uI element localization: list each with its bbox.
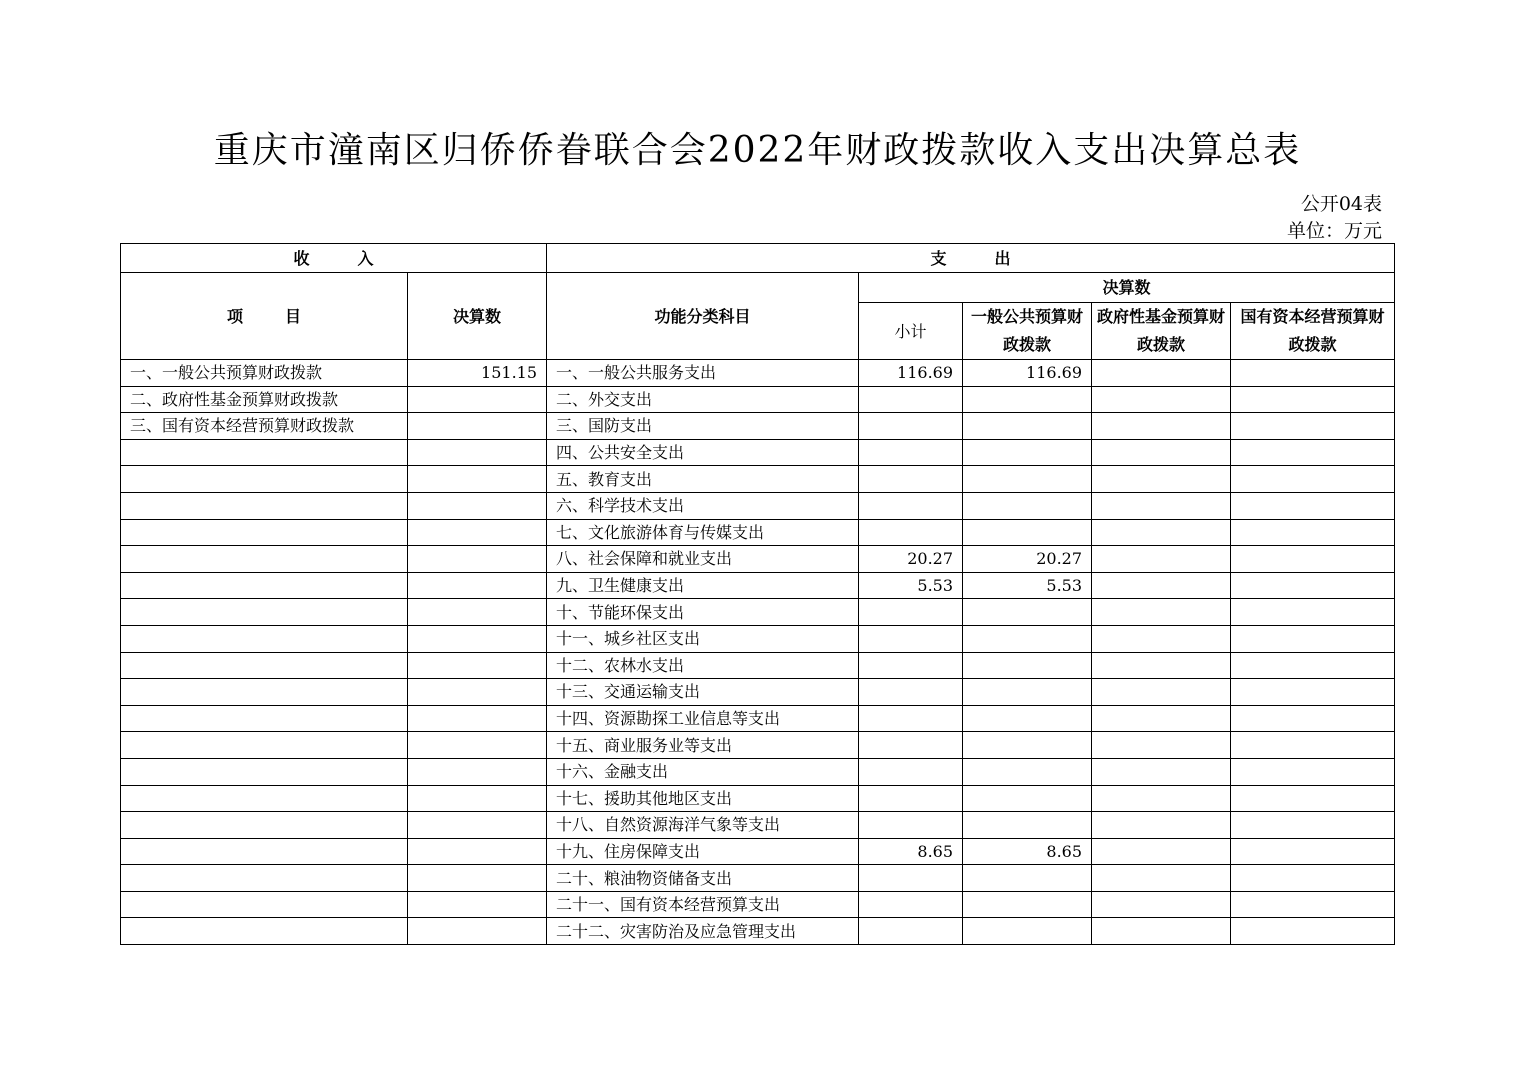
general-budget-cell <box>963 652 1092 679</box>
income-item-cell <box>121 918 408 945</box>
general-budget-cell <box>963 492 1092 519</box>
state-capital-cell <box>1231 546 1395 573</box>
general-budget-cell: 8.65 <box>963 838 1092 865</box>
subtotal-cell <box>859 732 963 759</box>
table-row <box>121 572 1395 599</box>
income-item-cell <box>121 519 408 546</box>
subtotal-cell <box>859 599 963 626</box>
table-row <box>121 812 1395 839</box>
income-item-cell: 一、一般公共预算财政拨款 <box>121 360 408 387</box>
income-amount-cell <box>408 519 547 546</box>
table-body <box>121 360 1395 945</box>
gov-fund-cell <box>1092 386 1231 413</box>
state-capital-cell <box>1231 732 1395 759</box>
subtotal-cell <box>859 812 963 839</box>
expense-item-cell: 七、文化旅游体育与传媒支出 <box>547 519 859 546</box>
expense-item-cell: 十四、资源勘探工业信息等支出 <box>547 705 859 732</box>
expense-item-cell: 十二、农林水支出 <box>547 652 859 679</box>
income-item-cell <box>121 785 408 812</box>
general-budget-cell <box>963 439 1092 466</box>
income-amount-cell <box>408 466 547 493</box>
expense-item-cell: 六、科学技术支出 <box>547 492 859 519</box>
income-amount-cell <box>408 599 547 626</box>
expense-item-cell: 十九、住房保障支出 <box>547 838 859 865</box>
income-item-cell <box>121 439 408 466</box>
general-budget-cell <box>963 599 1092 626</box>
state-capital-cell <box>1231 652 1395 679</box>
income-item-cell: 二、政府性基金预算财政拨款 <box>121 386 408 413</box>
general-budget-cell <box>963 413 1092 440</box>
income-amount-cell <box>408 492 547 519</box>
gov-fund-cell <box>1092 705 1231 732</box>
subtotal-cell <box>859 492 963 519</box>
state-capital-cell <box>1231 812 1395 839</box>
gov-fund-cell <box>1092 891 1231 918</box>
gov-fund-cell <box>1092 918 1231 945</box>
unit-label: 单位：万元 <box>1286 220 1382 242</box>
table-row <box>121 705 1395 732</box>
state-capital-cell <box>1231 625 1395 652</box>
general-budget-cell <box>963 732 1092 759</box>
page-title: 重庆市潼南区归侨侨眷联合会2022年财政拨款收入支出决算总表 <box>213 130 1302 171</box>
income-item-cell <box>121 492 408 519</box>
budget-summary-table <box>120 243 1395 945</box>
subtotal-cell <box>859 625 963 652</box>
income-amount-cell <box>408 413 547 440</box>
income-item-cell <box>121 599 408 626</box>
subtotal-cell: 5.53 <box>859 572 963 599</box>
subtotal-cell: 116.69 <box>859 360 963 387</box>
table-row <box>121 865 1395 892</box>
expense-item-cell: 十六、金融支出 <box>547 758 859 785</box>
general-budget-cell <box>963 625 1092 652</box>
income-amount-cell <box>408 572 547 599</box>
form-number: 公开04表 <box>1300 193 1382 215</box>
general-budget-cell <box>963 519 1092 546</box>
subtotal-cell <box>859 679 963 706</box>
income-header: 收入 <box>121 244 547 273</box>
gov-fund-cell <box>1092 785 1231 812</box>
general-budget-cell <box>963 386 1092 413</box>
state-capital-cell <box>1231 599 1395 626</box>
table-row <box>121 386 1395 413</box>
general-budget-cell <box>963 679 1092 706</box>
income-amount-cell <box>408 865 547 892</box>
income-item-cell: 三、国有资本经营预算财政拨款 <box>121 413 408 440</box>
general-budget-header: 一般公共预算财政拨款 <box>963 303 1092 360</box>
gov-fund-cell <box>1092 838 1231 865</box>
general-budget-cell: 116.69 <box>963 360 1092 387</box>
income-amount-cell <box>408 732 547 759</box>
income-amount-cell <box>408 546 547 573</box>
gov-fund-cell <box>1092 519 1231 546</box>
expense-item-cell: 十七、援助其他地区支出 <box>547 785 859 812</box>
expense-item-cell: 四、公共安全支出 <box>547 439 859 466</box>
income-item-cell <box>121 652 408 679</box>
table-row <box>121 918 1395 945</box>
table-row <box>121 546 1395 573</box>
state-capital-cell <box>1231 918 1395 945</box>
table-row <box>121 360 1395 387</box>
subtotal-cell <box>859 785 963 812</box>
income-item-cell <box>121 466 408 493</box>
state-capital-cell <box>1231 865 1395 892</box>
general-budget-cell <box>963 812 1092 839</box>
income-amount-cell <box>408 652 547 679</box>
income-amount-cell <box>408 439 547 466</box>
general-budget-cell <box>963 918 1092 945</box>
expense-final-amount-header: 决算数 <box>859 273 1395 303</box>
gov-fund-cell <box>1092 732 1231 759</box>
state-capital-cell <box>1231 758 1395 785</box>
general-budget-cell: 5.53 <box>963 572 1092 599</box>
state-capital-cell <box>1231 413 1395 440</box>
state-capital-cell <box>1231 838 1395 865</box>
subtotal-cell: 8.65 <box>859 838 963 865</box>
general-budget-cell <box>963 466 1092 493</box>
expense-item-cell: 二十二、灾害防治及应急管理支出 <box>547 918 859 945</box>
expense-item-cell: 二十一、国有资本经营预算支出 <box>547 891 859 918</box>
income-amount-cell <box>408 918 547 945</box>
expense-item-cell: 一、一般公共服务支出 <box>547 360 859 387</box>
subtotal-cell <box>859 519 963 546</box>
gov-fund-cell <box>1092 679 1231 706</box>
state-capital-cell <box>1231 785 1395 812</box>
subtotal-header: 小计 <box>859 303 963 360</box>
table-row <box>121 732 1395 759</box>
gov-fund-cell <box>1092 865 1231 892</box>
gov-fund-cell <box>1092 652 1231 679</box>
table-row <box>121 519 1395 546</box>
general-budget-cell <box>963 705 1092 732</box>
expense-item-cell: 十三、交通运输支出 <box>547 679 859 706</box>
general-budget-cell <box>963 785 1092 812</box>
income-item-cell <box>121 705 408 732</box>
table-row <box>121 466 1395 493</box>
income-amount-cell: 151.15 <box>408 360 547 387</box>
gov-fund-cell <box>1092 758 1231 785</box>
table-row <box>121 599 1395 626</box>
state-capital-cell <box>1231 492 1395 519</box>
table-row <box>121 413 1395 440</box>
subtotal-cell <box>859 466 963 493</box>
state-capital-cell <box>1231 519 1395 546</box>
income-amount-cell <box>408 386 547 413</box>
state-capital-cell <box>1231 891 1395 918</box>
income-item-cell <box>121 758 408 785</box>
general-budget-cell <box>963 865 1092 892</box>
table-row <box>121 785 1395 812</box>
gov-fund-cell <box>1092 492 1231 519</box>
item-header: 项目 <box>121 273 408 360</box>
table-row <box>121 838 1395 865</box>
income-amount-cell <box>408 758 547 785</box>
gov-fund-cell <box>1092 546 1231 573</box>
gov-fund-cell <box>1092 439 1231 466</box>
income-item-cell <box>121 732 408 759</box>
general-budget-cell <box>963 758 1092 785</box>
subtotal-cell <box>859 705 963 732</box>
state-capital-cell <box>1231 439 1395 466</box>
income-item-cell <box>121 838 408 865</box>
gov-fund-cell <box>1092 625 1231 652</box>
subtotal-cell <box>859 865 963 892</box>
income-item-cell <box>121 546 408 573</box>
state-capital-cell <box>1231 360 1395 387</box>
gov-fund-cell <box>1092 572 1231 599</box>
function-class-header: 功能分类科目 <box>547 273 859 360</box>
income-amount-cell <box>408 705 547 732</box>
state-capital-cell <box>1231 705 1395 732</box>
expense-item-cell: 十五、商业服务业等支出 <box>547 732 859 759</box>
gov-fund-header: 政府性基金预算财政拨款 <box>1092 303 1231 360</box>
income-item-cell <box>121 812 408 839</box>
income-amount-cell <box>408 838 547 865</box>
expense-item-cell: 十、节能环保支出 <box>547 599 859 626</box>
general-budget-cell <box>963 891 1092 918</box>
expense-header: 支出 <box>547 244 1395 273</box>
table-row <box>121 679 1395 706</box>
subtotal-cell <box>859 439 963 466</box>
gov-fund-cell <box>1092 413 1231 440</box>
table-row <box>121 891 1395 918</box>
state-capital-cell <box>1231 572 1395 599</box>
subtotal-cell <box>859 652 963 679</box>
subtotal-cell <box>859 413 963 440</box>
gov-fund-cell <box>1092 599 1231 626</box>
income-item-cell <box>121 572 408 599</box>
expense-item-cell: 八、社会保障和就业支出 <box>547 546 859 573</box>
gov-fund-cell <box>1092 360 1231 387</box>
expense-item-cell: 三、国防支出 <box>547 413 859 440</box>
state-capital-cell <box>1231 679 1395 706</box>
table-row <box>121 439 1395 466</box>
income-amount-cell <box>408 812 547 839</box>
income-amount-cell <box>408 785 547 812</box>
subtotal-cell <box>859 891 963 918</box>
table-row <box>121 625 1395 652</box>
expense-item-cell: 十八、自然资源海洋气象等支出 <box>547 812 859 839</box>
income-final-amount-header: 决算数 <box>408 273 547 360</box>
state-capital-cell <box>1231 386 1395 413</box>
income-amount-cell <box>408 625 547 652</box>
income-item-cell <box>121 625 408 652</box>
income-item-cell <box>121 891 408 918</box>
general-budget-cell: 20.27 <box>963 546 1092 573</box>
income-item-cell <box>121 865 408 892</box>
income-amount-cell <box>408 891 547 918</box>
expense-item-cell: 十一、城乡社区支出 <box>547 625 859 652</box>
subtotal-cell <box>859 386 963 413</box>
income-amount-cell <box>408 679 547 706</box>
gov-fund-cell <box>1092 812 1231 839</box>
table-row <box>121 492 1395 519</box>
gov-fund-cell <box>1092 466 1231 493</box>
table-row <box>121 758 1395 785</box>
expense-item-cell: 九、卫生健康支出 <box>547 572 859 599</box>
expense-item-cell: 五、教育支出 <box>547 466 859 493</box>
subtotal-cell <box>859 918 963 945</box>
state-capital-header: 国有资本经营预算财政拨款 <box>1231 303 1395 360</box>
table-row <box>121 652 1395 679</box>
subtotal-cell <box>859 758 963 785</box>
income-item-cell <box>121 679 408 706</box>
state-capital-cell <box>1231 466 1395 493</box>
expense-item-cell: 二十、粮油物资储备支出 <box>547 865 859 892</box>
subtotal-cell: 20.27 <box>859 546 963 573</box>
expense-item-cell: 二、外交支出 <box>547 386 859 413</box>
